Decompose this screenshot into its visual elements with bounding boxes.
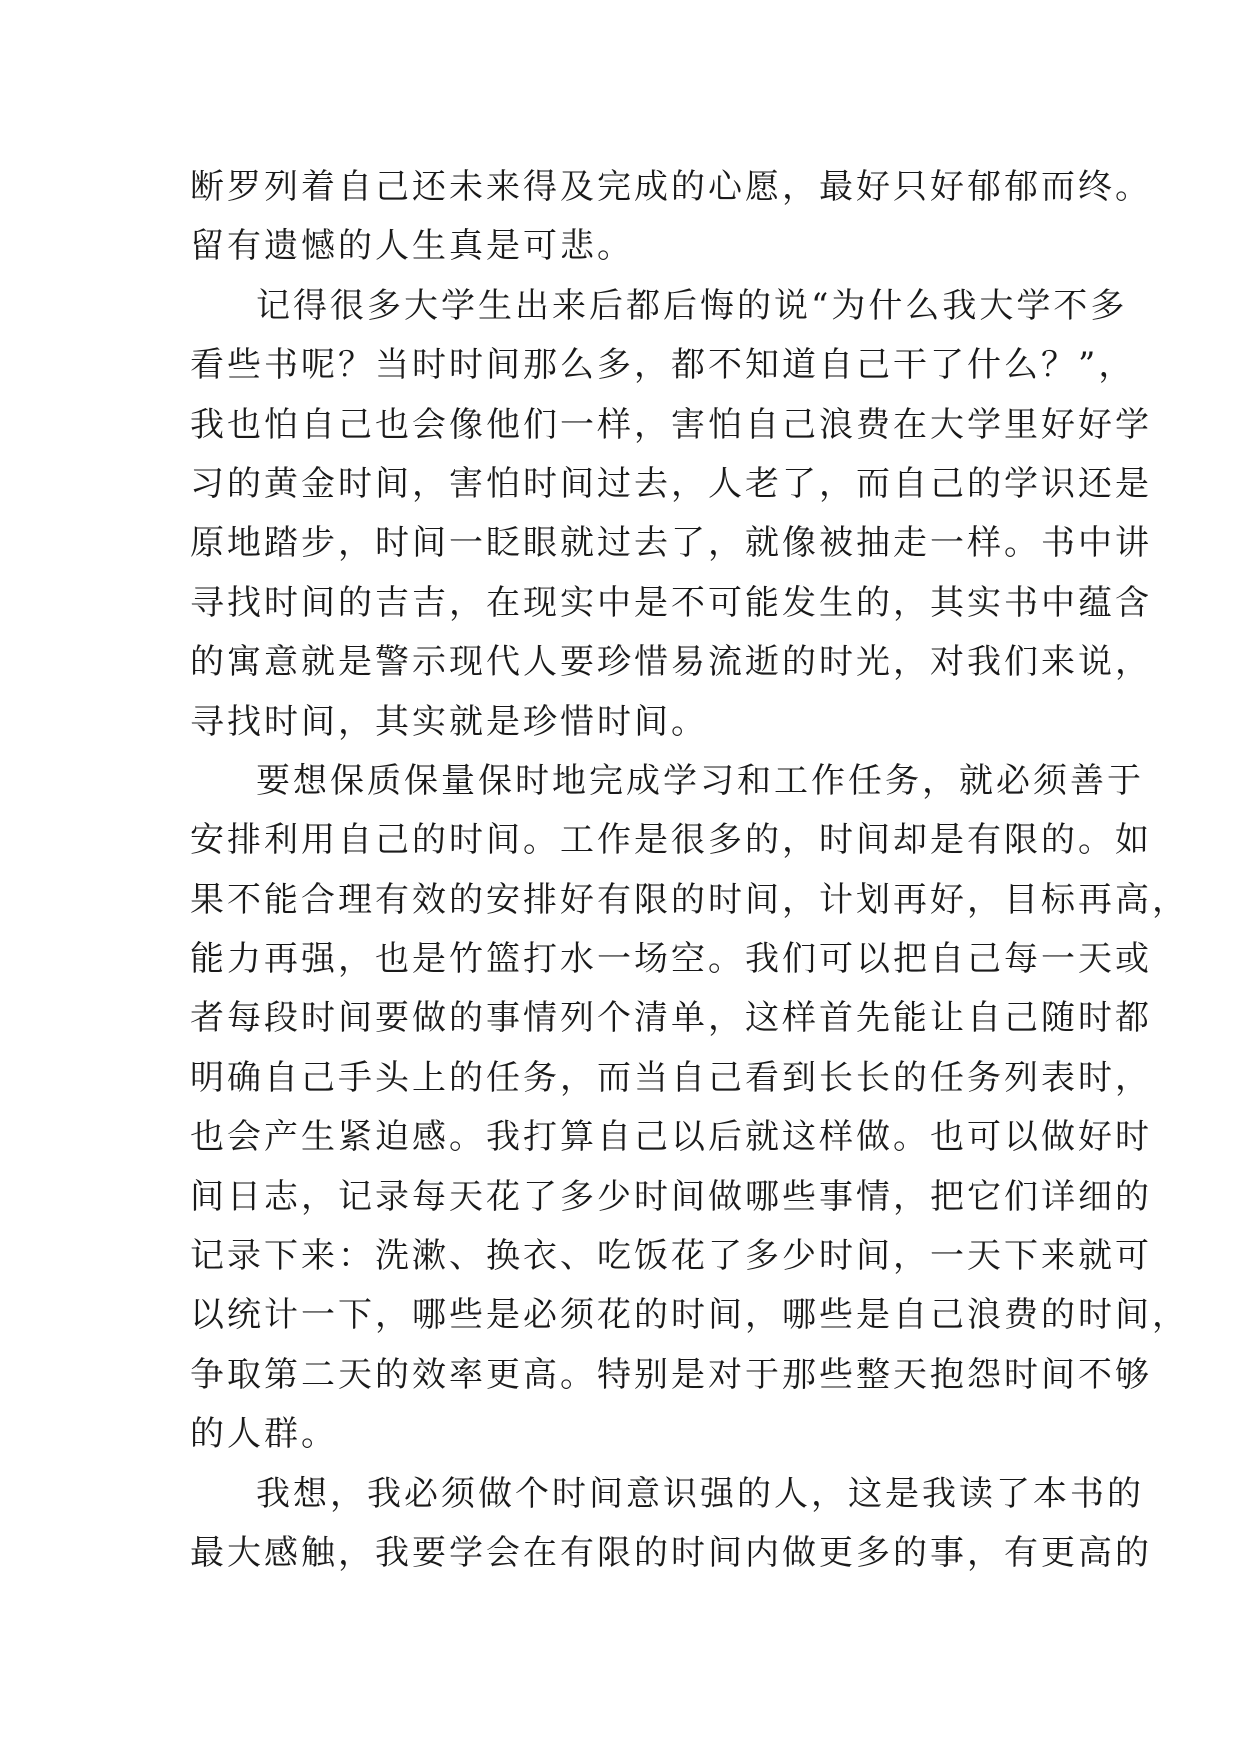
text-line: 的人群。	[190, 1414, 338, 1455]
text-line: 习的黄金时间，害怕时间过去，人老了，而自己的学识还是	[190, 463, 1152, 504]
text-line: 者每段时间要做的事情列个清单，这样首先能让自己随时都	[190, 998, 1152, 1039]
text-line: 果不能合理有效的安排好有限的时间，计划再好，目标再高，	[190, 879, 1189, 920]
text-line: 记录下来：洗漱、换衣、吃饭花了多少时间，一天下来就可	[190, 1236, 1152, 1277]
text-line: 的寓意就是警示现代人要珍惜易流逝的时光，对我们来说，	[190, 642, 1152, 683]
text-line: 原地踏步，时间一眨眼就过去了，就像被抽走一样。书中讲	[190, 523, 1152, 564]
text-line: 断罗列着自己还未来得及完成的心愿，最好只好郁郁而终。	[190, 167, 1152, 207]
paragraph-4	[190, 1465, 1152, 1584]
text-line: 寻找时间，其实就是珍惜时间。	[190, 701, 708, 742]
paragraph-2	[190, 277, 1152, 752]
text-line: 安排利用自己的时间。工作是很多的，时间却是有限的。如	[190, 820, 1152, 861]
text-line: 以统计一下，哪些是必须花的时间，哪些是自己浪费的时间，	[190, 1295, 1189, 1336]
text-line: 我也怕自己也会像他们一样，害怕自己浪费在大学里好好学	[190, 404, 1152, 445]
paragraph-3	[190, 752, 1189, 1465]
text-line: 明确自己手头上的任务，而当自己看到长长的任务列表时，	[190, 1057, 1152, 1098]
text-line: 也会产生紧迫感。我打算自己以后就这样做。也可以做好时	[190, 1117, 1152, 1158]
text-line: 看些书呢？当时时间那么多，都不知道自己干了什么？”，	[190, 345, 1136, 386]
text-line: 最大感触，我要学会在有限的时间内做更多的事，有更高的	[190, 1532, 1152, 1573]
paragraph-1	[190, 158, 1152, 277]
text-line: 间日志，记录每天花了多少时间做哪些事情，把它们详细的	[190, 1176, 1152, 1217]
text-line: 我想，我必须做个时间意识强的人，这是我读了本书的	[256, 1473, 1144, 1514]
text-line: 寻找时间的吉吉，在现实中是不可能发生的，其实书中蕴含	[190, 582, 1152, 623]
text-line: 留有遗憾的人生真是可悲。	[190, 226, 634, 267]
text-line: 能力再强，也是竹篮打水一场空。我们可以把自己每一天或	[190, 939, 1152, 980]
text-line: 要想保质保量保时地完成学习和工作任务，就必须善于	[256, 760, 1144, 801]
text-line: 记得很多大学生出来后都后悔的说“为什么我大学不多	[256, 285, 1128, 326]
text-line: 争取第二天的效率更高。特别是对于那些整天抱怨时间不够	[190, 1354, 1152, 1395]
document-body	[190, 158, 1189, 1583]
